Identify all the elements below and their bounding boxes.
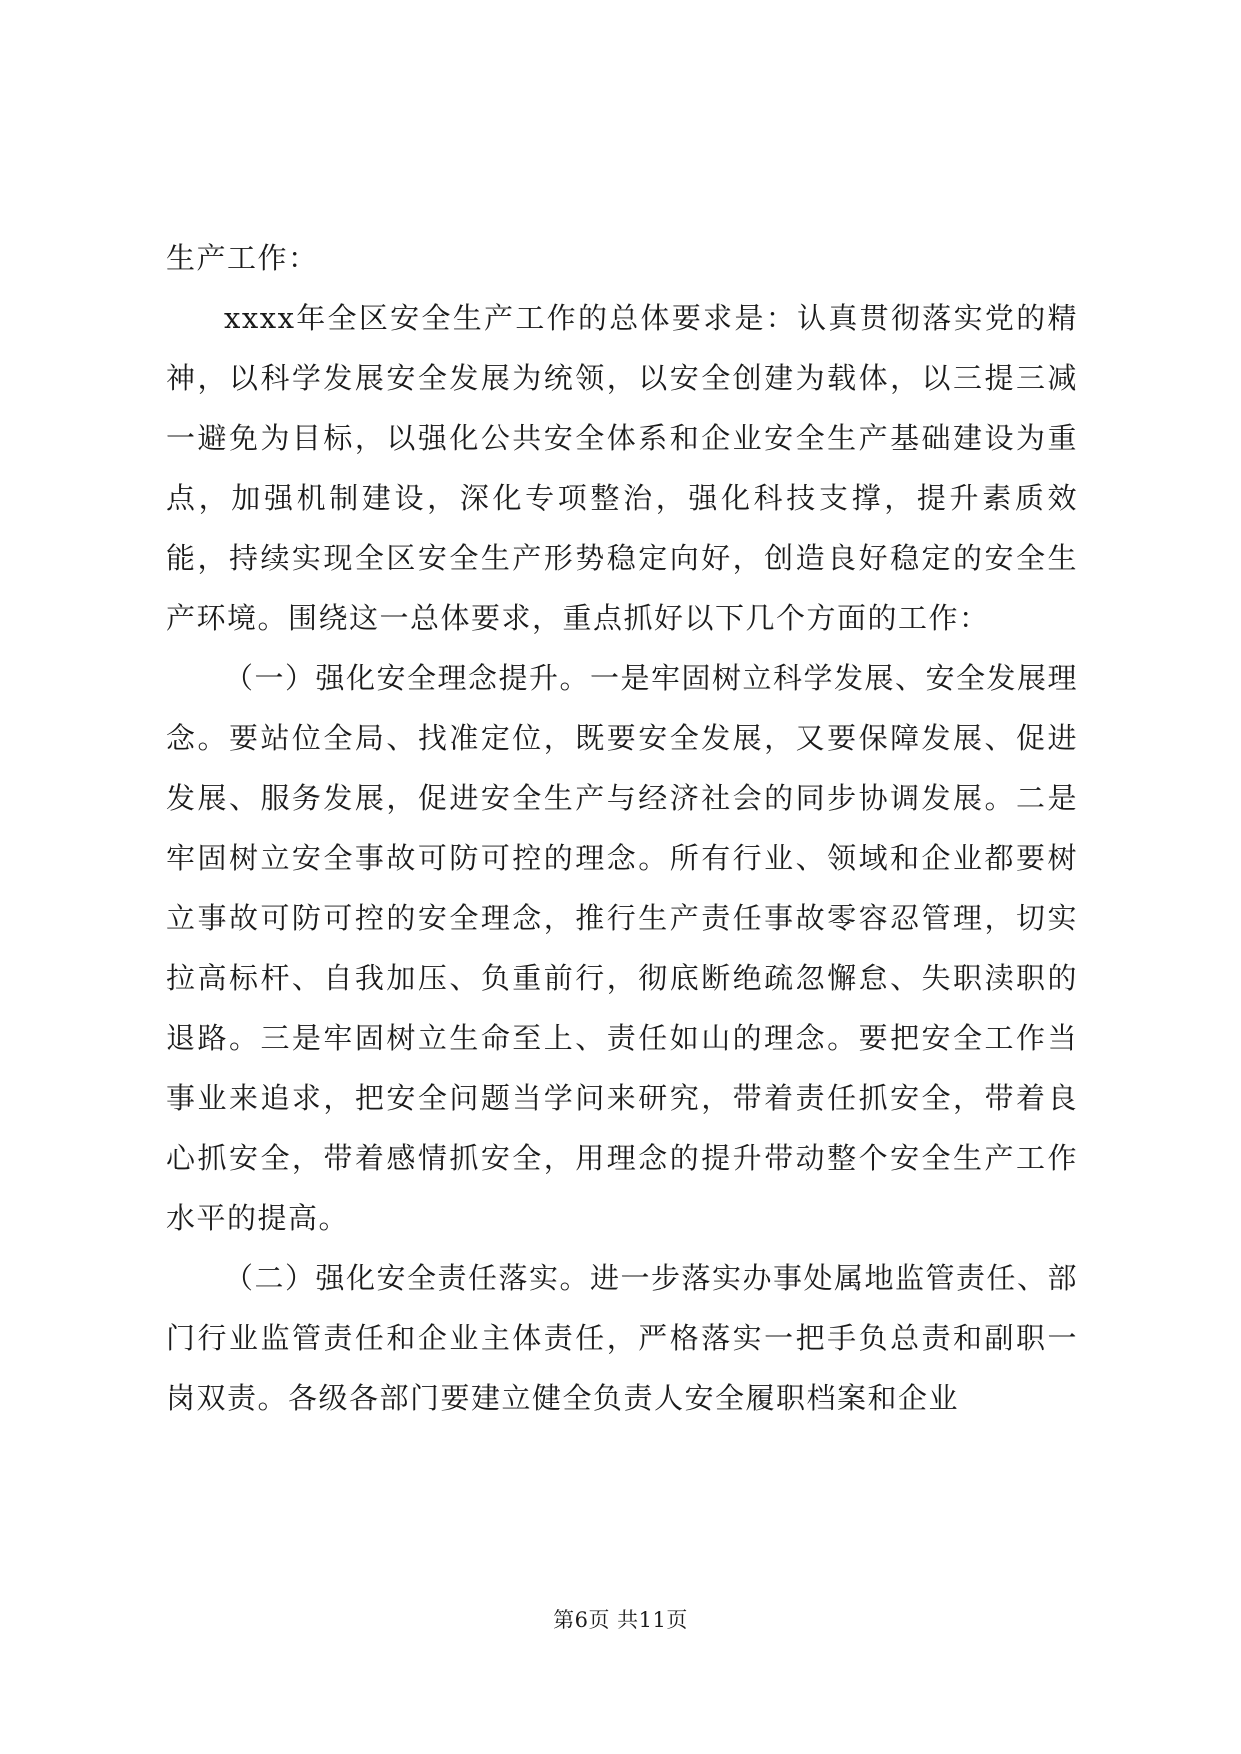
- paragraph-continuation: 生产工作：: [166, 241, 319, 275]
- page-number-footer: 第6页 共11页: [553, 1608, 688, 1632]
- paragraph-safety-concept: （一）强化安全理念提升。一是牢固树立科学发展、安全发展理念。要站位全局、找准定位，既要安全发展，又要保障发展、促进发展、服务发展，促进安全生产与经济社会的同步协调发展。二是牢固树立安全事故可防可控的理念。所有行业、领域和企业都要树立事故可防可控的安全理念，推行生产责任事故零容忍管理，切实拉高标杆、自我加压、负重前行，彻底断绝疏忽懈怠、失职渎职的退路。三是牢固树立生命至上、责任如山的理念。要把安全工作当事业来追求，把安全问题当学问来研究，带着责任抓安全，带着良心抓安全，带着感情抓安全，用理念的提升带动整个安全生产工作水平的提高。: [166, 661, 1079, 1235]
- paragraph-general-requirements: xxxx年全区安全生产工作的总体要求是：认真贯彻落实党的精神，以科学发展安全发展为统领，以安全创建为载体，以三提三减一避免为目标，以强化公共安全体系和企业安全生产基础建设为重点，加强机制建设，深化专项整治，强化科技支撑，提升素质效能，持续实现全区安全生产形势稳定向好，创造良好稳定的安全生产环境。围绕这一总体要求，重点抓好以下几个方面的工作：: [166, 301, 1078, 635]
- body-text: [166, 228, 1078, 1428]
- paragraph-safety-responsibility: （二）强化安全责任落实。进一步落实办事处属地监管责任、部门行业监管责任和企业主体责任，严格落实一把手负总责和副职一岗双责。各级各部门要建立健全负责人安全履职档案和企业: [166, 1261, 1079, 1415]
